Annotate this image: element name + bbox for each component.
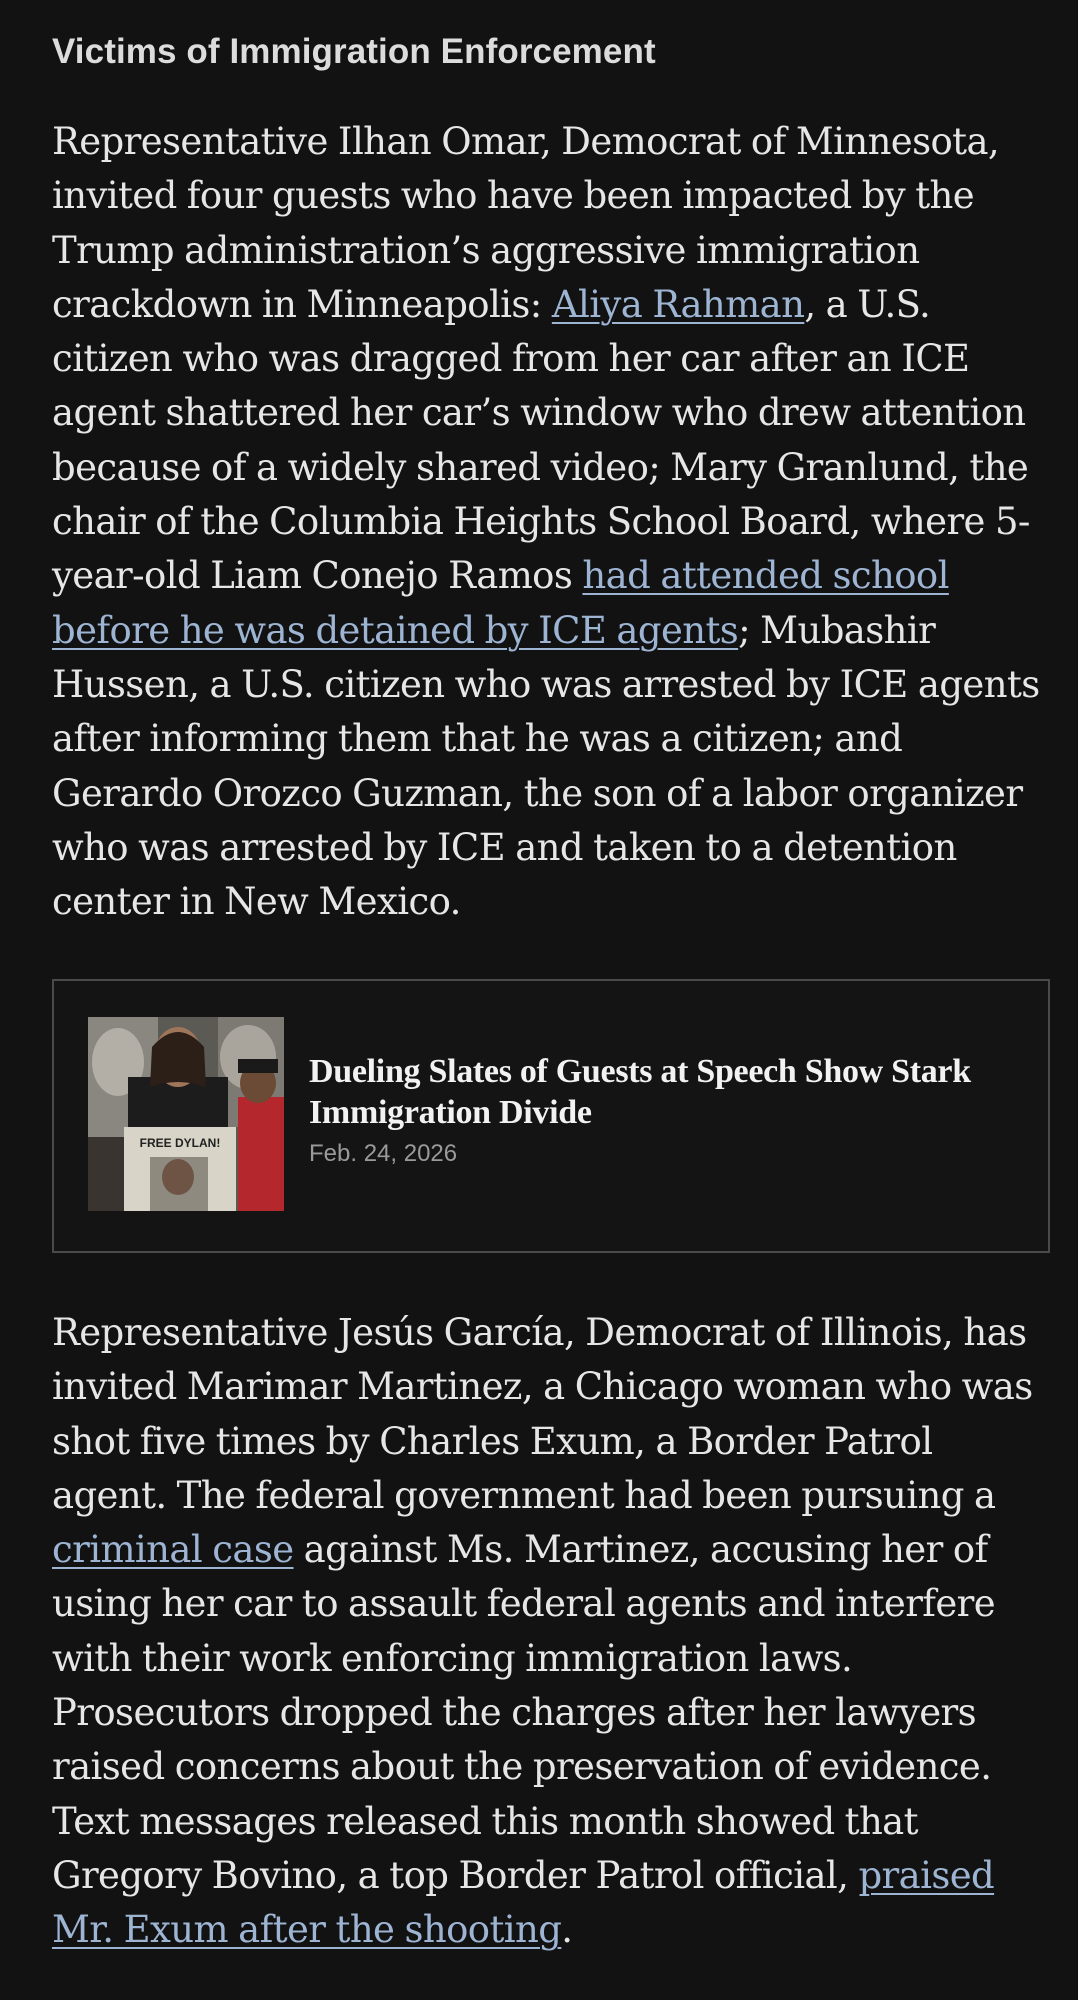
section-heading: Victims of Immigration Enforcement	[52, 32, 656, 71]
paragraph-text: Representative Ilhan Omar, Democrat of Minnesota, invited four guests who have been impacted by the Trump administration’s aggressive immigration crackdown in Minneapolis:	[52, 120, 1000, 326]
paragraph-text: Representative Jesús García, Democrat of Illinois, has invited Marimar Martinez, a Chicago woman who was shot five times by Charles Exum, a Border Patrol agent. The federal government had been pursuing a	[52, 1311, 1033, 1517]
related-article-date: Feb. 24, 2026	[309, 1140, 458, 1167]
paragraph-text: , a U.S. citizen who was dragged from her car after an ICE agent shattered her car’s window who drew attention because of a widely shared video; Mary Granlund, the chair of the Columbia Heights School Board, where 5-year-old Liam Conejo Ramos	[52, 282, 1030, 598]
related-article-title[interactable]: Dueling Slates of Guests at Speech Show Stark Immigration Divide	[309, 1053, 971, 1131]
paragraph-text: against Ms. Martinez, accusing her of using her car to assault federal agents and interfere with their work enforcing immigration laws. Prosecutors dropped the charges after her lawyers raised concerns about the preservation of evidence. Text messages released this month showed that Gregory Bovino, a top Border Patrol official,	[52, 1528, 996, 1897]
paragraph-text: .	[561, 1908, 573, 1952]
related-article-card[interactable]	[52, 979, 1050, 1253]
link-aliya-rahman[interactable]: Aliya Rahman	[551, 282, 805, 326]
paragraph-garcia-guest	[52, 1306, 1052, 1958]
link-criminal-case[interactable]: criminal case	[52, 1528, 294, 1572]
link-praised-mr-exum[interactable]: praised Mr. Exum after the shooting	[52, 1853, 995, 1952]
paragraph-text: ; Mubashir Hussen, a U.S. citizen who was arrested by ICE agents after informing them that he was a citizen; and Gerardo Orozco Guzman, the son of a labor organizer who was arrested by ICE and taken to a detention center in New Mexico.	[52, 608, 1040, 924]
link-had-attended-school[interactable]: had attended school before he was detained by ICE agents	[52, 554, 949, 652]
related-article-thumbnail[interactable]	[88, 1017, 284, 1211]
sign-text: FREE DYLAN!	[139, 1136, 221, 1150]
paragraph-omar-guests	[52, 115, 1052, 929]
